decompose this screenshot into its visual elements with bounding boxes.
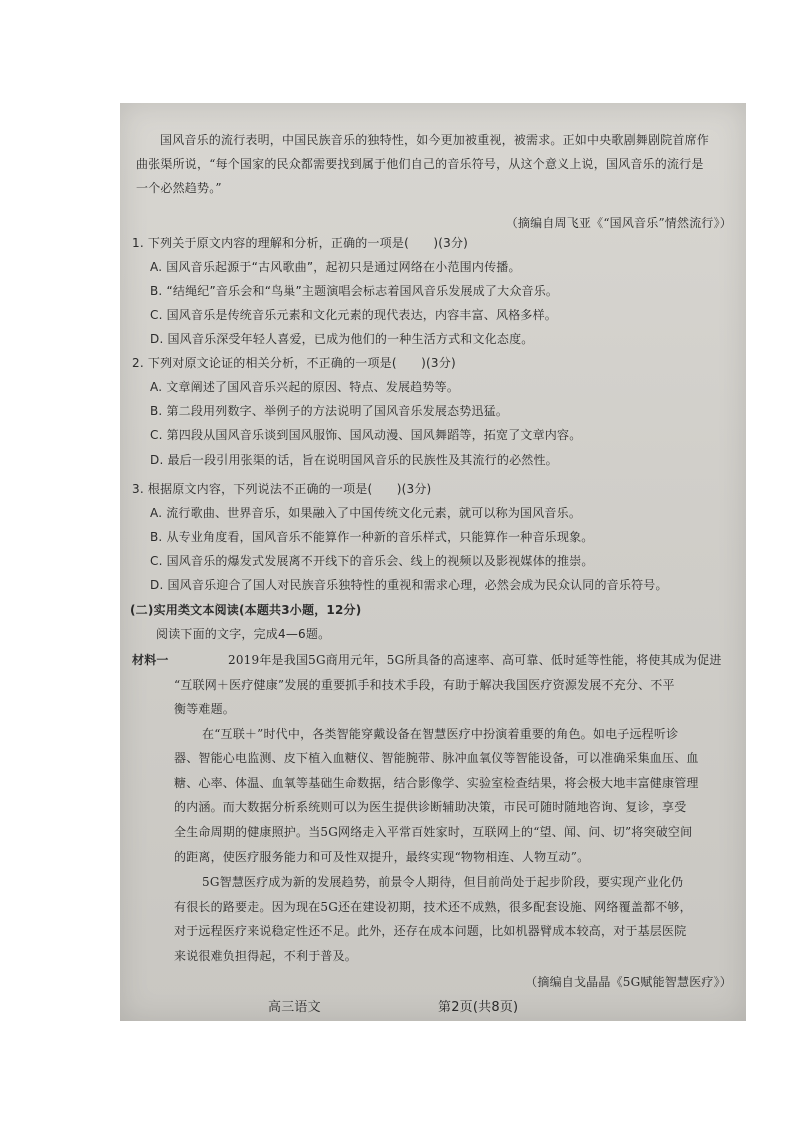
material-1-para-3-line-2: 有很长的路要走。因为现在5G还在建设初期，技术还不成熟，很多配套设施、网络覆盖都不够，: [174, 900, 692, 914]
footer-page-number: 第2页(共8页): [438, 1000, 519, 1015]
material-1-para-2-line-2: 器、智能心电监测、皮下植入血糖仪、智能腕带、脉冲血氧仪等智能设备，可以准确采集血压、血: [174, 751, 699, 765]
question-3-stem: 3. 根据原文内容，下列说法不正确的一项是( )(3分): [132, 482, 432, 496]
question-2-option-b: B. 第二段用列数字、举例子的方法说明了国风音乐发展态势迅猛。: [150, 404, 509, 418]
question-1-option-d: D. 国风音乐深受年轻人喜爱，已成为他们的一种生活方式和文化态度。: [150, 332, 534, 346]
material-1-para-3-line-1: 5G智慧医疗成为新的发展趋势，前景令人期待，但目前尚处于起步阶段，要实现产业化仍: [202, 875, 684, 889]
question-2-option-a: A. 文章阐述了国风音乐兴起的原因、特点、发展趋势等。: [150, 380, 460, 394]
question-3-option-a: A. 流行歌曲、世界音乐，如果融入了中国传统文化元素，就可以称为国风音乐。: [150, 506, 582, 520]
material-1-para-3-line-3: 对于远程医疗来说稳定性还不足。此外，还存在成本问题，比如机器臂成本较高，对于基层医院: [174, 924, 687, 938]
material-label: 材料一: [132, 653, 169, 667]
intro-source: （摘编自周飞亚《“国风音乐”情然流行》）: [505, 216, 732, 230]
section-2-heading: (二)实用类文本阅读(本题共3小题，12分): [130, 603, 362, 617]
question-3-option-d: D. 国风音乐迎合了国人对民族音乐独特性的重视和需求心理，必然会成为民众认同的音乐符号。: [150, 578, 668, 592]
intro-line-2: 曲张渠所说，“每个国家的民众都需要找到属于他们自己的音乐符号，从这个意义上说，国风音乐的流行是: [136, 157, 704, 171]
material-1-para-2-line-3: 糖、心率、体温、血氧等基础生命数据，结合影像学、实验室检查结果，将会极大地丰富健康管理: [174, 776, 699, 790]
question-1-stem: 1. 下列关于原文内容的理解和分析，正确的一项是( )(3分): [132, 236, 469, 250]
material-1-para-1-line-3: 衡等难题。: [174, 702, 236, 716]
question-2-stem: 2. 下列对原文论证的相关分析，不正确的一项是( )(3分): [132, 356, 456, 370]
section-2-instruction: 阅读下面的文字，完成4—6题。: [156, 627, 331, 641]
intro-line-1: 国风音乐的流行表明，中国民族音乐的独特性，如今更加被重视，被需求。正如中央歌剧舞剧院首席作: [160, 133, 710, 147]
material-1-para-1-line-1: 2019年是我国5G商用元年，5G所具备的高速率、高可靠、低时延等性能，将使其成为促进: [228, 653, 722, 667]
material-1-para-2-line-1: 在“互联＋”时代中，各类智能穿戴设备在智慧医疗中扮演着重要的角色。如电子远程听诊: [202, 727, 679, 741]
exam-page: [120, 103, 746, 1021]
footer-subject: 高三语文: [268, 1000, 321, 1015]
question-2-option-c: C. 第四段从国风音乐谈到国风服饰、国风动漫、国风舞蹈等，拓宽了文章内容。: [150, 428, 582, 442]
question-1-option-c: C. 国风音乐是传统音乐元素和文化元素的现代表达，内容丰富、风格多样。: [150, 308, 558, 322]
material-1-source: （摘编自戈晶晶《5G赋能智慧医疗》）: [525, 975, 732, 989]
material-1-para-1-line-2: “互联网＋医疗健康”发展的重要抓手和技术手段，有助于解决我国医疗资源发展不充分、不平: [174, 678, 675, 692]
material-1-para-3-line-4: 来说很难负担得起，不利于普及。: [174, 949, 358, 963]
question-3-option-c: C. 国风音乐的爆发式发展离不开线下的音乐会、线上的视频以及影视媒体的推崇。: [150, 554, 594, 568]
question-3-option-b: B. 从专业角度看，国风音乐不能算作一种新的音乐样式，只能算作一种音乐现象。: [150, 530, 594, 544]
material-1-para-2-line-6: 的距离，使医疗服务能力和可及性双提升，最终实现“物物相连、人物互动”。: [174, 850, 590, 864]
material-1-para-2-line-4: 的内涵。而大数据分析系统则可以为医生提供诊断辅助决策，市民可随时随地咨询、复诊，享受: [174, 800, 687, 814]
material-1-para-2-line-5: 全生命周期的健康照护。当5G网络走入平常百姓家时，互联网上的“望、闻、问、切”将突破空间: [174, 825, 693, 839]
intro-line-3: 一个必然趋势。”: [136, 181, 222, 195]
question-1-option-b: B. “结绳纪”音乐会和“鸟巢”主题演唱会标志着国风音乐发展成了大众音乐。: [150, 284, 559, 298]
question-2-option-d: D. 最后一段引用张渠的话，旨在说明国风音乐的民族性及其流行的必然性。: [150, 453, 558, 467]
question-1-option-a: A. 国风音乐起源于“古风歌曲”，起初只是通过网络在小范围内传播。: [150, 260, 521, 274]
